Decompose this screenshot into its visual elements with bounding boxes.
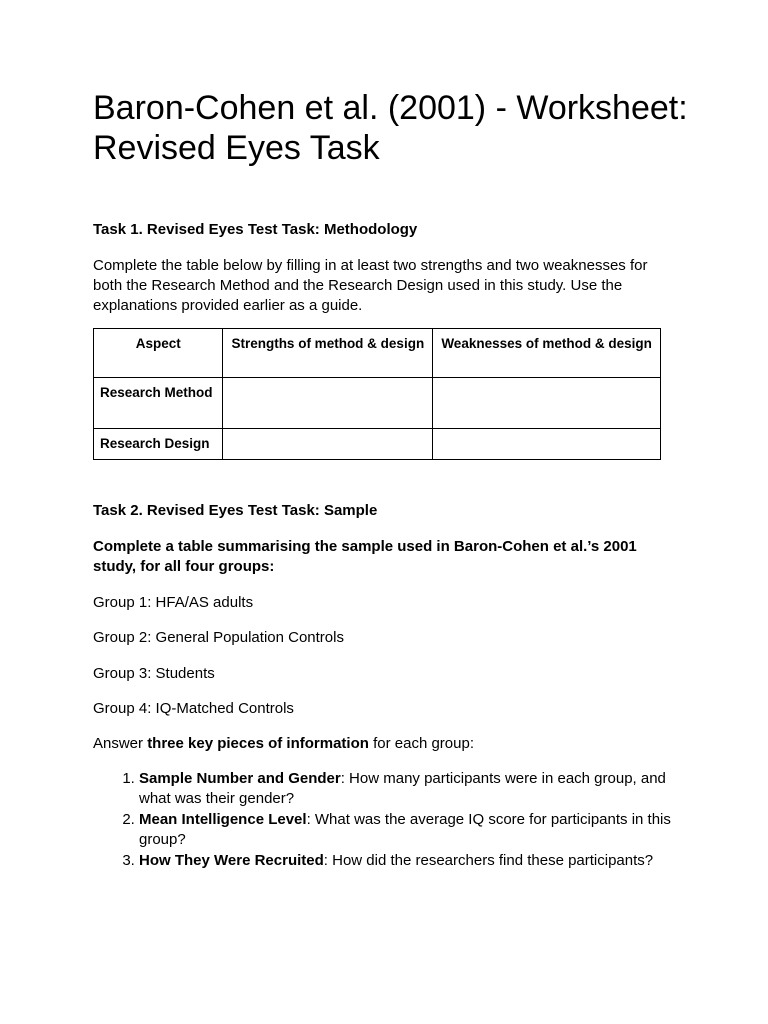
group-item-2: Group 2: General Population Controls [93, 629, 344, 646]
group-item-3: Group 3: Students [93, 665, 215, 682]
item-desc: : How did the researchers find these participants? [323, 852, 654, 869]
research-method-strengths-cell[interactable] [223, 378, 433, 429]
info-list [93, 769, 699, 872]
page-title: Baron-Cohen et al. (2001) - Worksheet: Revised Eyes Task [93, 89, 688, 167]
answer-instruction [93, 734, 673, 754]
group-item-1: Group 1: HFA/AS adults [93, 594, 254, 611]
table-header-row [94, 329, 661, 378]
task2-heading: Task 2. Revised Eyes Test Task: Sample [93, 502, 378, 519]
research-design-weaknesses-cell[interactable] [433, 429, 661, 460]
item-term: Sample Number and Gender [139, 770, 341, 787]
research-method-weaknesses-cell[interactable] [433, 378, 661, 429]
list-item [139, 769, 699, 809]
answer-prefix: Answer [93, 735, 148, 752]
answer-suffix: for each group: [368, 735, 474, 752]
task2-instructions: Complete a table summarising the sample used in Baron-Cohen et al.’s 2001 study, for all four groups: [93, 538, 637, 575]
header-strengths: Strengths of method & design [223, 329, 433, 378]
list-item [139, 851, 699, 871]
list-item [139, 810, 699, 850]
row-research-design-label: Research Design [94, 429, 223, 460]
research-design-strengths-cell[interactable] [223, 429, 433, 460]
task1-heading: Task 1. Revised Eyes Test Task: Methodology [93, 221, 418, 238]
answer-emphasis: three key pieces of information [147, 735, 369, 752]
group-item-4: Group 4: IQ-Matched Controls [93, 700, 294, 717]
table-row [94, 429, 661, 460]
row-research-method-label: Research Method [94, 378, 223, 429]
item-term: Mean Intelligence Level [139, 811, 307, 828]
item-desc: : What was the average IQ score for participants in this group? [139, 811, 671, 848]
table-row [94, 378, 661, 429]
header-weaknesses: Weaknesses of method & design [433, 329, 661, 378]
header-aspect: Aspect [94, 329, 223, 378]
task1-instructions: Complete the table below by filling in at least two strengths and two weaknesses for both the Research Method and the Research Design used in this study. Use the explanations provided earlier as a guide. [93, 257, 648, 314]
item-desc: : How many participants were in each group, and what was their gender? [139, 770, 666, 807]
item-term: How They Were Recruited [139, 852, 324, 869]
methodology-table [93, 328, 661, 460]
